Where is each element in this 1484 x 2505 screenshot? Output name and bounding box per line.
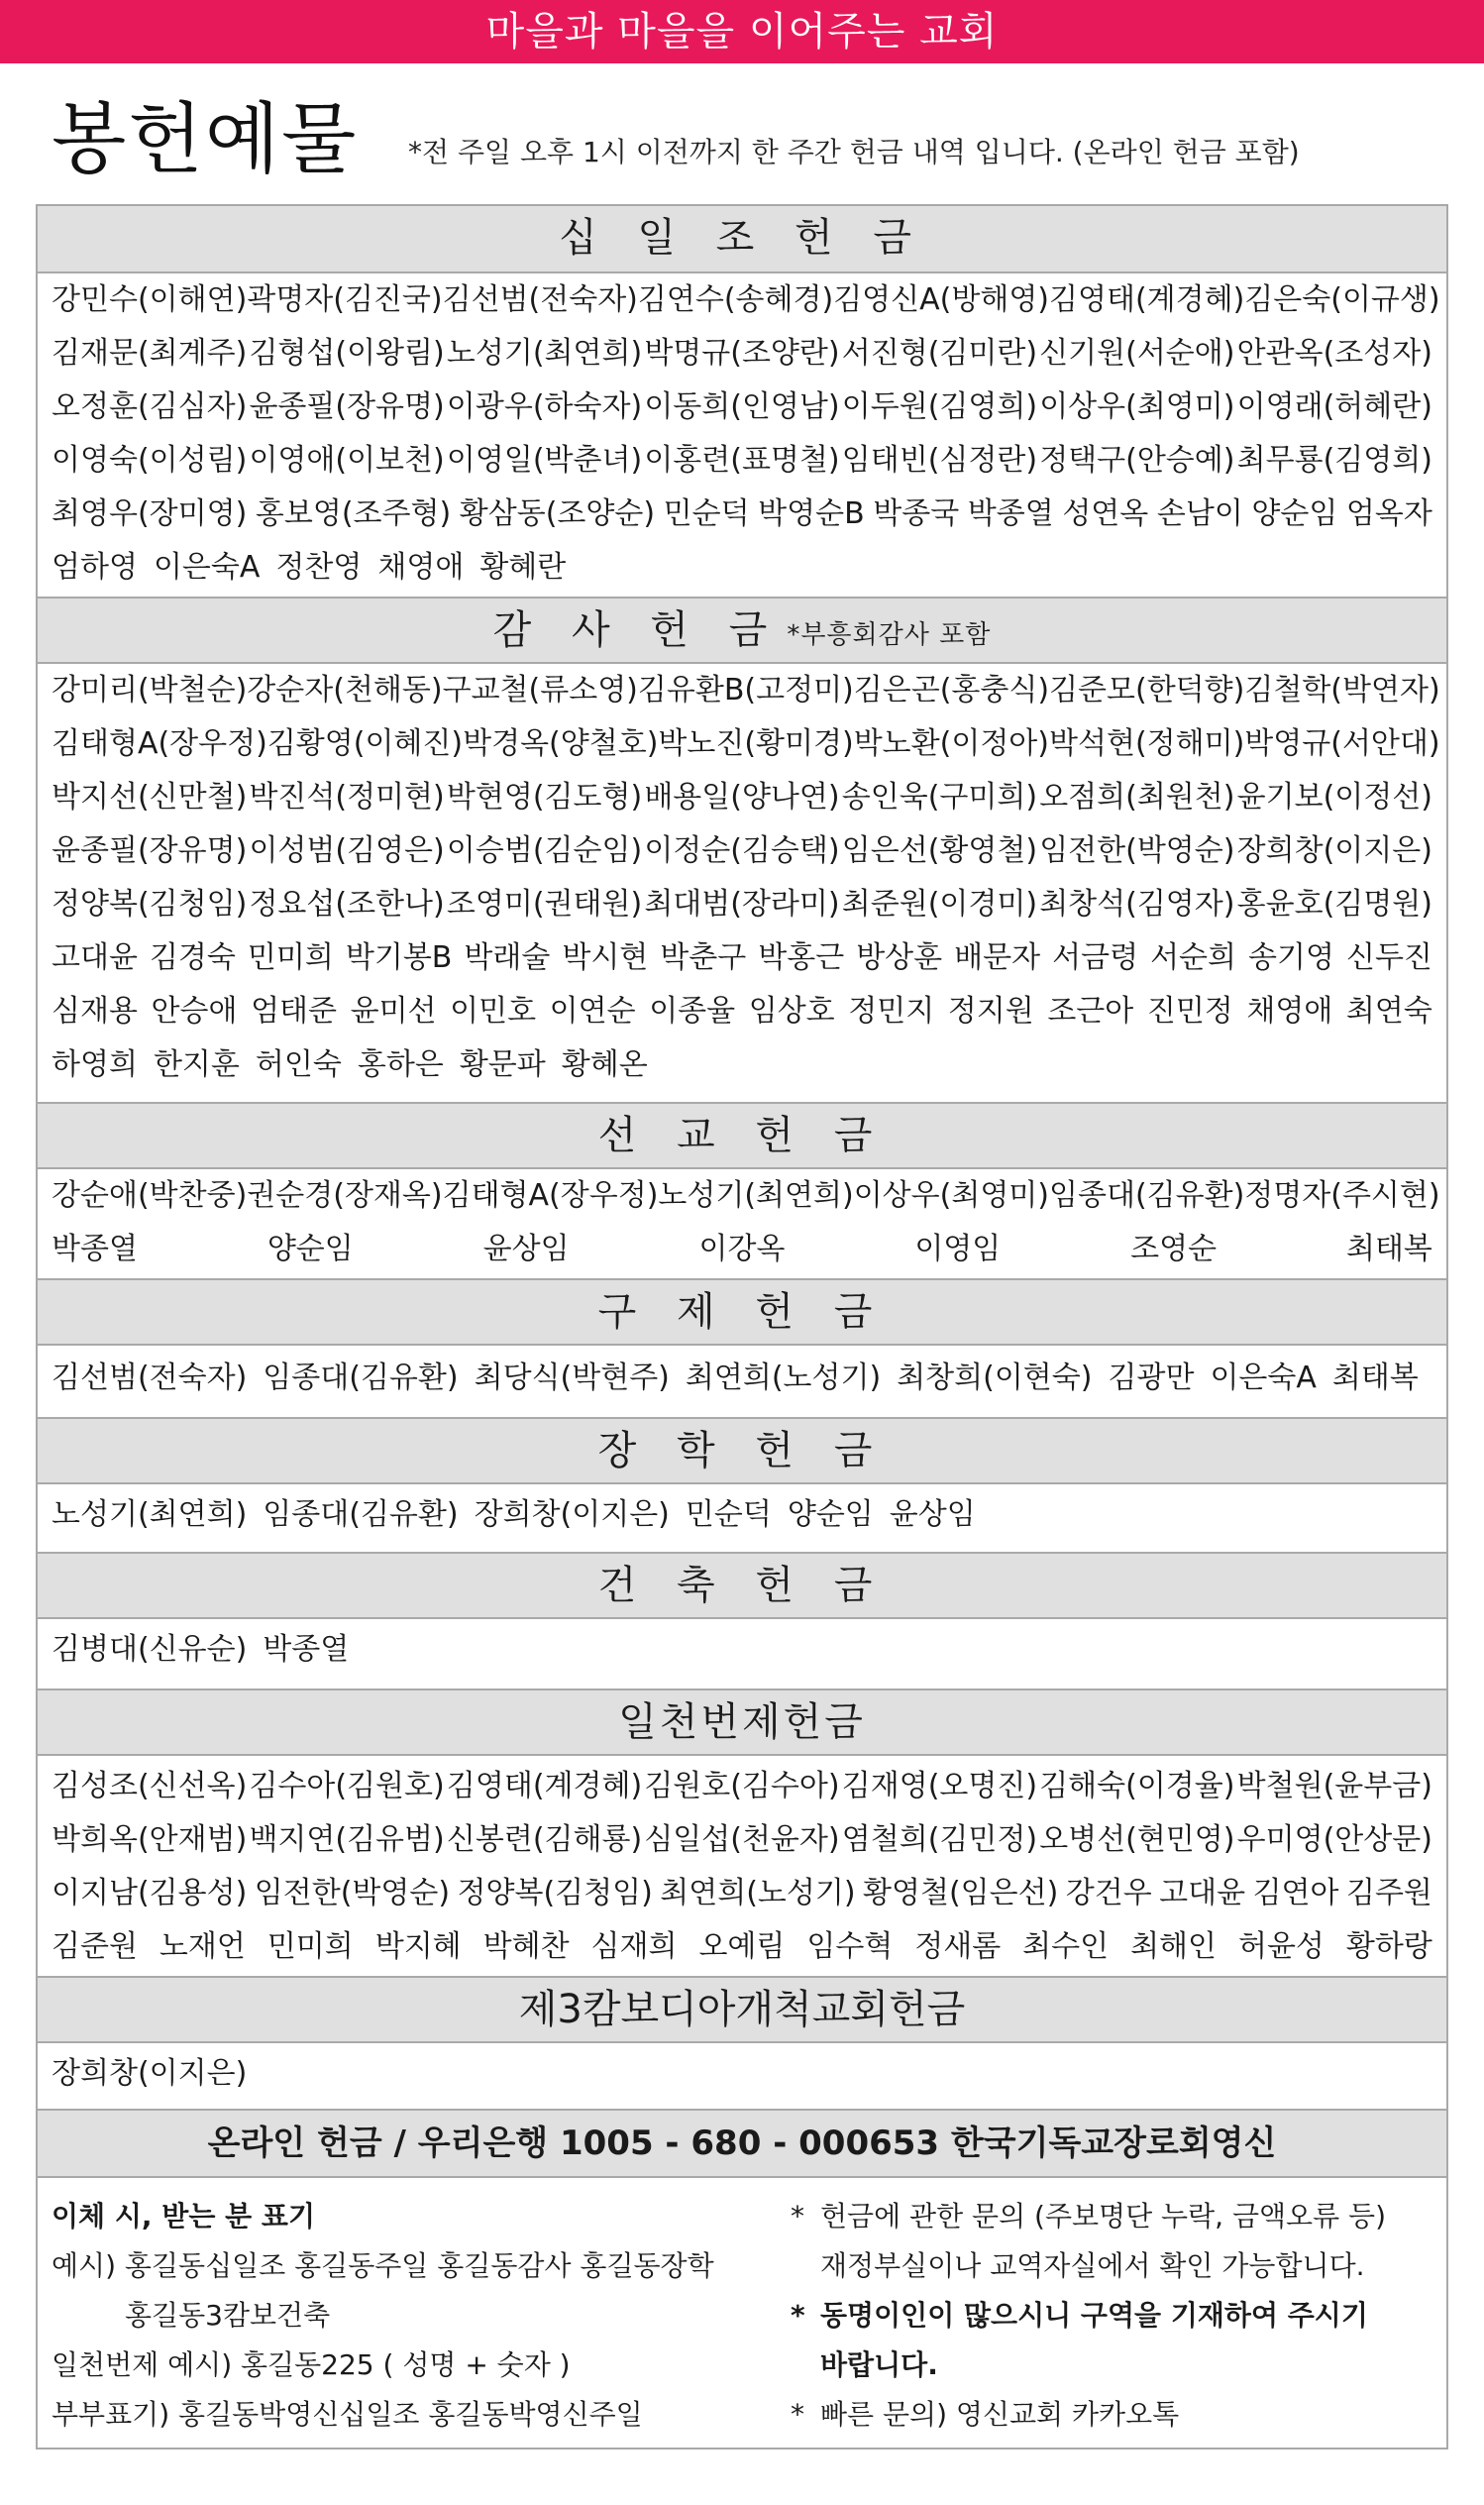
donor-name: 엄옥자 — [1345, 496, 1432, 531]
donor-name: 윤종필(장유명) — [52, 833, 248, 868]
section-subtitle: *부흥회감사 포함 — [787, 620, 992, 650]
note-item — [791, 2192, 1434, 2241]
donor-name: 김선범(전숙자) — [52, 1361, 248, 1395]
donor-name: 김수아(김원호) — [249, 1769, 445, 1803]
section-header-thanks — [38, 597, 1446, 664]
donor-name: 황영철(임은선) — [863, 1876, 1059, 1910]
donor-name: 최무룡(김영희) — [1236, 443, 1432, 478]
note-item — [791, 2390, 1434, 2440]
transfer-example-1b: 홍길동3캄보건축 — [125, 2299, 331, 2332]
donor-name: 노재언 — [159, 1929, 246, 1964]
donor-name: 임전한(박영순) — [1039, 833, 1235, 868]
donor-name: 임종대(김유환) — [263, 1361, 459, 1395]
donor-name: 박혜찬 — [482, 1929, 570, 1964]
donor-name: 박석현(정해미) — [1049, 726, 1245, 761]
heading-row — [0, 63, 1484, 204]
donor-name: 이영임 — [914, 1232, 1002, 1266]
donor-name: 방상훈 — [856, 940, 943, 975]
donor-name: 이광우(하숙자) — [446, 389, 643, 424]
donor-name: 정명자(주시현) — [1244, 1178, 1440, 1213]
top-banner: 마을과 마을을 이어주는 교회 — [0, 0, 1484, 63]
donor-name: 장희창(이지은) — [1236, 833, 1432, 868]
name-line — [52, 1813, 1432, 1867]
section-title: 일천번제헌금 — [618, 1699, 866, 1745]
donor-name: 조근아 — [1047, 994, 1134, 1029]
donor-name: 김영태(계경혜) — [1049, 282, 1245, 317]
section-body-tithe — [52, 273, 1440, 595]
donor-name: 홍보영(조주형) — [255, 496, 452, 531]
name-line — [52, 2047, 1432, 2101]
donor-name: 임수혁 — [806, 1929, 894, 1964]
section-body-cambodia — [52, 2047, 1432, 2101]
donor-name: 이상우(최영미) — [1039, 389, 1235, 424]
donor-name: 윤기보(이정선) — [1236, 780, 1432, 815]
donor-name: 최창석(김영자) — [1039, 887, 1235, 922]
donor-name: 신봉련(김해룡) — [446, 1822, 643, 1857]
donor-name: 김선범(전숙자) — [442, 282, 638, 317]
donor-name: 곽명자(김진국) — [247, 282, 443, 317]
donor-name: 박시현 — [562, 940, 649, 975]
note-text: 동명이인이 많으시니 구역을 기재하여 주시기 — [820, 2299, 1368, 2332]
section-title: 제3캄보디아개척교회헌금 — [518, 1987, 966, 2032]
section-title: 건 축 헌 금 — [597, 1563, 887, 1608]
section-header-scholarship — [38, 1417, 1446, 1484]
donor-name: 배용일(양나연) — [644, 780, 840, 815]
name-line — [52, 771, 1432, 824]
name-line — [52, 1488, 1432, 1542]
name-line — [52, 381, 1432, 434]
donor-name: 김재영(오명진) — [841, 1769, 1038, 1803]
donor-name: 이성범(김영은) — [249, 833, 445, 868]
donor-name: 민미희 — [247, 940, 334, 975]
donor-name: 최태복 — [1345, 1232, 1432, 1266]
donor-name: 박종열 — [967, 496, 1054, 531]
name-line — [52, 541, 1432, 595]
name-line — [52, 664, 1440, 717]
donor-name: 윤종필(장유명) — [249, 389, 445, 424]
donor-name: 정양복(김청임) — [457, 1876, 653, 1910]
donor-name: 이은숙A — [153, 550, 261, 585]
donor-name: 이홍련(표명철) — [644, 443, 840, 478]
inquiry-notes — [791, 2192, 1434, 2440]
donor-name: 임상호 — [748, 994, 835, 1029]
donor-name: 이은숙A — [1210, 1361, 1317, 1395]
donor-name: 안승애 — [151, 994, 238, 1029]
donor-name: 노성기(최연희) — [658, 1178, 854, 1213]
donor-name: 박노진(황미경) — [658, 726, 854, 761]
name-line — [52, 1867, 1432, 1920]
name-line — [52, 1352, 1432, 1405]
transfer-example-2: 일천번제 예시) 홍길동225 ( 성명 + 숫자 ) — [52, 2348, 571, 2381]
section-title: 십 일 조 헌 금 — [558, 215, 926, 261]
donor-name: 박춘구 — [660, 940, 747, 975]
donor-name: 황혜온 — [561, 1047, 648, 1082]
donor-name: 김철학(박연자) — [1244, 673, 1440, 708]
donor-name: 김은숙(이규생) — [1244, 282, 1440, 317]
donor-name: 최창희(이현숙) — [897, 1361, 1093, 1395]
name-line — [52, 717, 1440, 771]
donor-name: 김영신A(방해영) — [833, 282, 1049, 317]
donor-name: 김해숙(이경율) — [1039, 1769, 1235, 1803]
donor-name: 최수인 — [1022, 1929, 1110, 1964]
donor-name: 고대윤 — [1159, 1876, 1246, 1910]
section-title: 장 학 헌 금 — [597, 1428, 887, 1473]
online-offering-label: 온라인 헌금 / 우리은행 1005 - 680 - 000653 한국기독교장로회영신 — [207, 2124, 1277, 2163]
donor-name: 오정훈(김심자) — [52, 389, 248, 424]
donor-name: 노성기(최연희) — [52, 1497, 248, 1532]
donor-name: 최태복 — [1331, 1361, 1419, 1395]
donor-name: 오예림 — [698, 1929, 786, 1964]
online-offering-bar — [38, 2109, 1446, 2178]
donor-name: 윤상임 — [889, 1497, 976, 1532]
name-line — [52, 1623, 1432, 1677]
donor-name: 최영우(장미영) — [52, 496, 248, 531]
donor-name: 강미리(박철순) — [52, 673, 248, 708]
name-line — [52, 1920, 1432, 1974]
donor-name: 양순임 — [266, 1232, 354, 1266]
donor-name: 서진형(김미란) — [841, 336, 1038, 371]
donor-name: 박철원(윤부금) — [1236, 1769, 1432, 1803]
donor-name: 허인숙 — [255, 1047, 342, 1082]
donor-name: 정지원 — [947, 994, 1034, 1029]
donor-name: 이상우(최영미) — [853, 1178, 1049, 1213]
donor-name: 박지선(신만철) — [52, 780, 248, 815]
donor-name: 고대윤 — [52, 940, 138, 975]
donor-name: 우미영(안상문) — [1236, 1822, 1432, 1857]
donor-name: 민순덕 — [663, 496, 750, 531]
donor-name: 박경옥(양철호) — [463, 726, 659, 761]
donor-name: 신두진 — [1345, 940, 1432, 975]
donor-name: 하영희 — [52, 1047, 138, 1082]
name-line — [52, 1169, 1440, 1223]
donor-name: 염철희(김민정) — [841, 1822, 1038, 1857]
donor-name: 이승범(김순임) — [446, 833, 643, 868]
name-line — [52, 824, 1432, 878]
section-body-thanks — [52, 664, 1440, 1092]
donor-name: 황하랑 — [1345, 1929, 1432, 1964]
donor-name: 구교철(류소영) — [442, 673, 638, 708]
donor-name: 최연숙 — [1345, 994, 1432, 1029]
donor-name: 임종대(김유환) — [263, 1497, 459, 1532]
donor-name: 채영애 — [1246, 994, 1333, 1029]
donor-name: 배문자 — [954, 940, 1041, 975]
donor-name: 서순희 — [1150, 940, 1237, 975]
donor-name: 최연희(노성기) — [685, 1361, 882, 1395]
donor-name: 조영순 — [1130, 1232, 1218, 1266]
donor-name: 성연옥 — [1062, 496, 1149, 531]
note-star: * — [791, 2398, 804, 2431]
donor-name: 박지혜 — [374, 1929, 462, 1964]
donor-name: 김태형A(장우정) — [442, 1178, 659, 1213]
section-body-mission — [52, 1169, 1440, 1276]
donor-name: 홍하은 — [357, 1047, 444, 1082]
donor-name: 진민정 — [1146, 994, 1233, 1029]
donor-name: 이영일(박춘녀) — [446, 443, 643, 478]
donor-name: 황문파 — [459, 1047, 546, 1082]
donor-name: 박종국 — [873, 496, 960, 531]
name-line — [52, 878, 1432, 931]
donor-name: 이두원(김영희) — [841, 389, 1038, 424]
donor-name: 이지남(김용성) — [52, 1876, 248, 1910]
donor-name: 심일섭(천윤자) — [644, 1822, 840, 1857]
donor-name: 이민호 — [450, 994, 537, 1029]
donor-name: 박래술 — [464, 940, 551, 975]
donor-name: 손남이 — [1156, 496, 1243, 531]
transfer-title: 이체 시, 받는 분 표기 — [52, 2200, 316, 2233]
name-line — [52, 985, 1432, 1038]
donor-name: 강민수(이해연) — [52, 282, 248, 317]
donor-name: 오병선(현민영) — [1039, 1822, 1235, 1857]
donor-name: 박종열 — [263, 1632, 350, 1667]
note-text-cont: 바랍니다. — [820, 2348, 938, 2381]
donor-name: 정민지 — [848, 994, 935, 1029]
donor-name: 최해인 — [1130, 1929, 1218, 1964]
donor-name: 박영순B — [758, 496, 865, 531]
donor-name: 홍윤호(김명원) — [1236, 887, 1432, 922]
donor-name: 강순애(박찬중) — [52, 1178, 248, 1213]
donor-name: 김연수(송혜경) — [637, 282, 834, 317]
donor-name: 박현영(김도형) — [446, 780, 643, 815]
name-line — [52, 1760, 1432, 1813]
page-title: 봉헌예물 — [52, 95, 359, 184]
donor-name: 김준원 — [52, 1929, 138, 1964]
donor-name: 김주원 — [1345, 1876, 1432, 1910]
section-title: 선 교 헌 금 — [597, 1113, 887, 1158]
donor-name: 이동희(인영남) — [644, 389, 840, 424]
name-line — [52, 434, 1432, 488]
section-body-scholarship — [52, 1488, 1432, 1542]
donor-name: 노성기(최연희) — [446, 336, 643, 371]
donor-name: 민미희 — [266, 1929, 354, 1964]
donor-name: 강순자(천해동) — [247, 673, 443, 708]
donor-name: 최대범(장라미) — [644, 887, 840, 922]
donor-name: 백지연(김유범) — [249, 1822, 445, 1857]
donor-name: 오점희(최원천) — [1039, 780, 1235, 815]
donor-name: 안관옥(조성자) — [1236, 336, 1432, 371]
donor-name: 김은곤(홍충식) — [853, 673, 1050, 708]
donor-name: 최연희(노성기) — [660, 1876, 856, 1910]
donor-name: 엄태준 — [251, 994, 338, 1029]
donor-name: 민순덕 — [685, 1497, 772, 1532]
donor-name: 정양복(김청임) — [52, 887, 248, 922]
name-line — [52, 1038, 1432, 1092]
donor-name: 최준원(이경미) — [841, 887, 1038, 922]
donor-name: 이영숙(이성림) — [52, 443, 248, 478]
donor-name: 박종열 — [52, 1232, 138, 1266]
donor-name: 임종대(김유환) — [1049, 1178, 1245, 1213]
donor-name: 조영미(권태원) — [446, 887, 643, 922]
donor-name: 양순임 — [787, 1497, 874, 1532]
section-header-cambodia — [38, 1976, 1446, 2043]
donor-name: 박영규(서안대) — [1244, 726, 1440, 761]
note-text-cont: 재정부실이나 교역자실에서 확인 가능합니다. — [820, 2249, 1365, 2282]
donor-name: 장희창(이지은) — [52, 2056, 248, 2091]
donor-name: 임전한(박영순) — [254, 1876, 451, 1910]
donor-name: 황혜란 — [479, 550, 567, 585]
donor-name: 양순임 — [1251, 496, 1338, 531]
name-line — [52, 931, 1432, 985]
name-line — [52, 1223, 1432, 1276]
donor-name: 이종율 — [649, 994, 736, 1029]
donor-name: 김영태(계경혜) — [446, 1769, 643, 1803]
name-line — [52, 327, 1432, 381]
donor-name: 송기영 — [1248, 940, 1334, 975]
donor-name: 박명규(조양란) — [644, 336, 840, 371]
donor-name: 윤미선 — [350, 994, 437, 1029]
offering-board — [36, 204, 1448, 2450]
section-header-mission — [38, 1102, 1446, 1169]
donor-name: 정새롬 — [914, 1929, 1002, 1964]
section-header-relief — [38, 1278, 1446, 1346]
donor-name: 박희옥(안재범) — [52, 1822, 248, 1857]
donor-name: 심재용 — [52, 994, 138, 1029]
donor-name: 심재희 — [590, 1929, 678, 1964]
donor-name: 이영래(허혜란) — [1236, 389, 1432, 424]
donor-name: 최당식(박현주) — [474, 1361, 670, 1395]
section-title: 구 제 헌 금 — [597, 1289, 887, 1335]
donor-name: 허윤성 — [1237, 1929, 1325, 1964]
transfer-example-1: 예시) 홍길동십일조 홍길동주일 홍길동감사 홍길동장학 — [52, 2249, 714, 2282]
section-body-building — [52, 1623, 1432, 1677]
donor-name: 정택구(안승예) — [1039, 443, 1235, 478]
donor-name: 박노환(이정아) — [853, 726, 1049, 761]
donor-name: 엄하영 — [52, 550, 138, 585]
name-line — [52, 273, 1440, 327]
donor-name: 박기봉B — [345, 940, 453, 975]
section-title: 감 사 헌 금 — [492, 607, 782, 653]
section-header-thousand — [38, 1688, 1446, 1756]
donor-name: 이정순(김승택) — [644, 833, 840, 868]
donor-name: 장희창(이지은) — [474, 1497, 670, 1532]
donor-name: 채영애 — [377, 550, 465, 585]
donor-name: 한지훈 — [153, 1047, 240, 1082]
donor-name: 김성조(신선옥) — [52, 1769, 248, 1803]
donor-name: 박홍근 — [758, 940, 845, 975]
section-body-thousand — [52, 1760, 1432, 1974]
donor-name: 이강옥 — [698, 1232, 786, 1266]
donor-name: 정요섭(조한나) — [249, 887, 445, 922]
donor-name: 송인욱(구미희) — [841, 780, 1038, 815]
donor-name: 강건우 — [1065, 1876, 1152, 1910]
section-header-building — [38, 1552, 1446, 1619]
donor-name: 김원호(김수아) — [644, 1769, 840, 1803]
donor-name: 정찬영 — [275, 550, 363, 585]
donor-name: 박진석(정미현) — [249, 780, 445, 815]
donor-name: 김형섭(이왕림) — [249, 336, 445, 371]
section-header-tithe — [38, 206, 1446, 273]
donor-name: 윤상임 — [482, 1232, 570, 1266]
donor-name: 임은선(황영철) — [841, 833, 1038, 868]
donor-name: 김유환B(고정미) — [637, 673, 854, 708]
transfer-instructions — [52, 2192, 785, 2440]
donor-name: 김준모(한덕향) — [1049, 673, 1245, 708]
name-line — [52, 488, 1432, 541]
donor-name: 김병대(신유순) — [52, 1632, 248, 1667]
donor-name: 이영애(이보천) — [249, 443, 445, 478]
donor-name: 임태빈(심정란) — [841, 443, 1038, 478]
donor-name: 신기원(서순애) — [1039, 336, 1235, 371]
donor-name: 김황영(이혜진) — [266, 726, 464, 761]
note-item — [791, 2291, 1434, 2341]
donor-name: 이연순 — [549, 994, 636, 1029]
note-text: 헌금에 관한 문의 (주보명단 누락, 금액오류 등) — [820, 2200, 1387, 2233]
donor-name: 김광만 — [1108, 1361, 1195, 1395]
note-star: * — [791, 2299, 805, 2332]
donor-name: 권순경(장재옥) — [247, 1178, 443, 1213]
donor-name: 서금령 — [1052, 940, 1139, 975]
page-note: *전 주일 오후 1시 이전까지 한 주간 헌금 내역 입니다. (온라인 헌금 포함) — [408, 136, 1300, 168]
donor-name: 황삼동(조양순) — [459, 496, 656, 531]
donor-name: 김재문(최계주) — [52, 336, 248, 371]
donor-name: 김연아 — [1252, 1876, 1339, 1910]
note-text: 빠른 문의) 영신교회 카카오톡 — [820, 2398, 1180, 2431]
donor-name: 김태형A(장우정) — [52, 726, 267, 761]
transfer-example-3: 부부표기) 홍길동박영신십일조 홍길동박영신주일 — [52, 2398, 643, 2431]
donor-name: 김경숙 — [149, 940, 236, 975]
note-star: * — [791, 2200, 804, 2233]
section-body-relief — [52, 1352, 1432, 1405]
